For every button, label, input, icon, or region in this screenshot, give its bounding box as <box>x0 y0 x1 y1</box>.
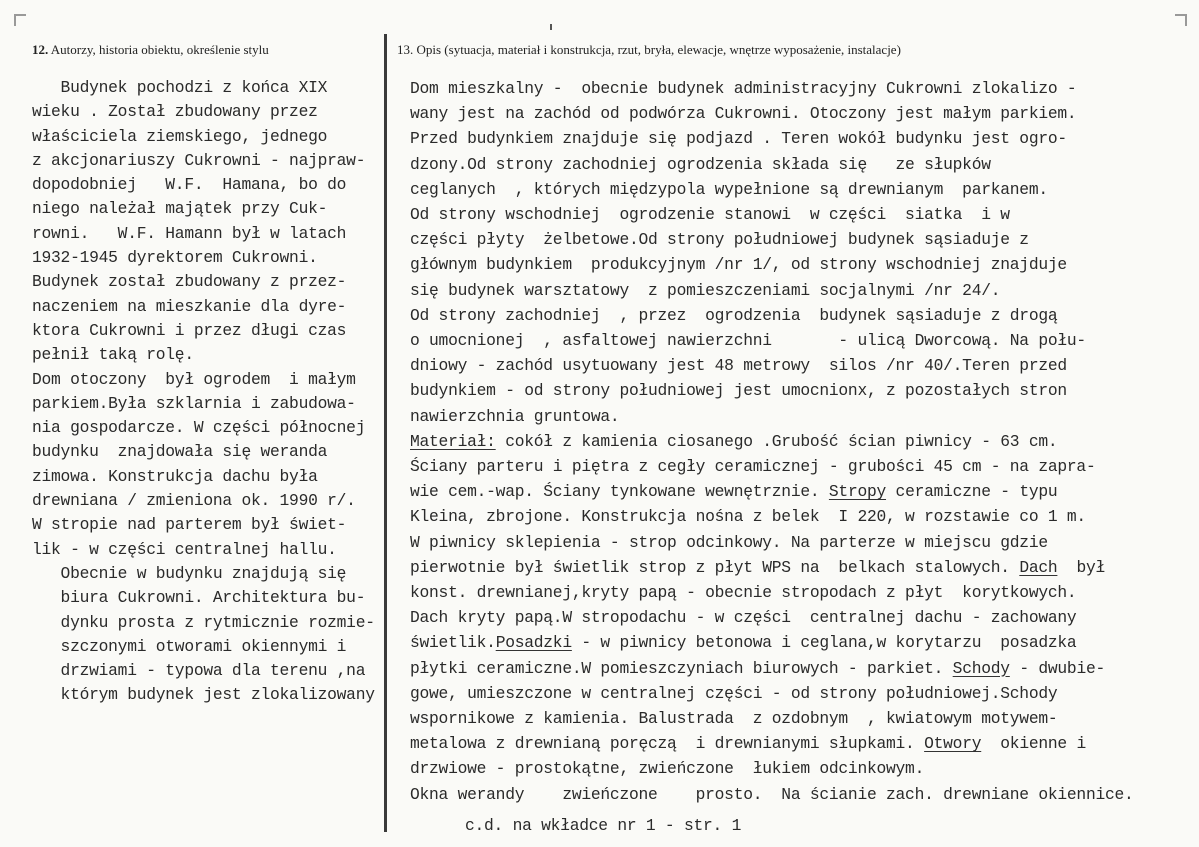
otwory-line <box>410 731 1190 756</box>
text-line: parkiem.Była szklarnia i zabudowa- <box>32 393 356 413</box>
text-line: pełnił taką rolę. <box>32 345 194 365</box>
text-line: ceglanych , których międzypola wypełnione są drewnianym parkanem. <box>410 179 1048 199</box>
text-line: którym budynek jest zlokalizowany <box>32 685 375 705</box>
top-tick-mark <box>550 24 552 30</box>
continuation-note: c.d. na wkładce nr 1 - str. 1 <box>465 816 742 835</box>
otwory-line-text: okienne i <box>981 734 1086 754</box>
text-line: Od strony zachodniej , przez ogrodzenia budynek sąsiaduje z drogą <box>410 305 1058 325</box>
text-line: Okna werandy zwieńczone prosto. Na ścianie zach. drewniane okiennice. <box>410 784 1134 804</box>
schody-line <box>410 656 1190 681</box>
corner-mark-left <box>14 14 26 26</box>
history-text-column <box>32 76 382 708</box>
text-line: W piwnicy sklepienia - strop odcinkowy. Na parterze w miejscu gdzie <box>410 532 1048 552</box>
section-12-title: Autorzy, historia obiektu, określenie stylu <box>50 42 269 57</box>
stropy-line <box>410 479 1190 504</box>
schody-label: Schody <box>952 658 1010 678</box>
text-line: o umocnionej , asfaltowej nawierzchni - ulicą Dworcową. Na połu- <box>410 331 1086 351</box>
dach-line <box>410 555 1190 580</box>
stropy-label: Stropy <box>828 482 887 502</box>
otwory-label: Otwory <box>924 734 982 754</box>
text-line: wieku . Został zbudowany przez <box>32 102 318 122</box>
corner-mark-right <box>1175 14 1187 26</box>
text-line: części płyty żelbetowe.Od strony południowej budynek sąsiaduje z <box>410 230 1029 250</box>
text-line: Dom otoczony był ogrodem i małym <box>32 369 356 389</box>
posadzki-line-text: - w piwnicy betonowa i ceglana,w korytarzu posadzka <box>571 633 1077 653</box>
text-line: Dom mieszkalny - obecnie budynek administracyjny Cukrowni zlokalizo - <box>410 79 1077 98</box>
section-13-heading <box>397 42 901 58</box>
text-line: się budynek warsztatowy z pomieszczeniami socjalnymi /nr 24/. <box>410 280 1001 300</box>
text-line: dopodobniej W.F. Hamana, bo do <box>32 175 347 195</box>
text-line: naczeniem na mieszkanie dla dyre- <box>32 296 347 316</box>
text-line: gowe, umieszczone w centralnej części - od strony południowej.Schody <box>410 683 1058 703</box>
stropy-line-start: wie cem.-wap. Ściany tynkowane wewnętrznie. <box>410 482 829 502</box>
text-line: z akcjonariuszy Cukrowni - najpraw- <box>32 150 366 170</box>
text-line: W stropie nad parterem był świet- <box>32 515 347 535</box>
posadzki-line-start: świetlik. <box>410 633 496 653</box>
text-line: drzwiowe - prostokątne, zwieńczone łukiem odcinkowym. <box>410 759 925 779</box>
dach-label: Dach <box>1019 557 1058 577</box>
section-13-number: 13. <box>397 42 414 57</box>
text-line: budynku znajdowała się weranda <box>32 442 328 462</box>
text-line: biura Cukrowni. Architektura bu- <box>32 588 366 608</box>
material-line-text: cokół z kamienia ciosanego .Grubość ścian piwnicy - 63 cm. <box>495 431 1058 451</box>
text-line: Budynek został zbudowany z przez- <box>32 272 347 292</box>
text-line: budynkiem - od strony południowej jest umocnionx, z pozostałych stron <box>410 381 1067 401</box>
text-line: nia gospodarcze. W części północnej <box>32 418 366 438</box>
text-line: dniowy - zachód usytuowany jest 48 metrowy silos /nr 40/.Teren przed <box>410 356 1067 376</box>
schody-line-start: płytki ceramiczne.W pomieszczyniach biurowych - parkiet. <box>410 658 953 678</box>
section-12-number: 12. <box>32 42 49 57</box>
text-line: Obecnie w budynku znajdują się <box>32 563 347 583</box>
stropy-line-text: ceramiczne - typu <box>886 482 1058 502</box>
text-line: Budynek pochodzi z końca XIX <box>32 78 328 97</box>
section-12-heading <box>32 42 269 58</box>
text-line: niego należał majątek przy Cuk- <box>32 199 328 219</box>
otwory-line-start: metalowa z drewnianą poręczą i drewnianymi słupkami. <box>410 734 925 754</box>
text-line: Ściany parteru i piętra z cegły ceramicznej - grubości 45 cm - na zapra- <box>410 457 1096 477</box>
text-line: Przed budynkiem znajduje się podjazd . Teren wokół budynku jest ogro- <box>410 129 1067 149</box>
posadzki-label: Posadzki <box>495 633 572 653</box>
text-line: nawierzchnia gruntowa. <box>410 406 620 426</box>
material-line <box>410 429 1190 454</box>
column-divider <box>384 34 387 832</box>
text-line: ktora Cukrowni i przez długi czas <box>32 320 347 340</box>
text-line: dynku prosta z rytmicznie rozmie- <box>32 612 375 632</box>
text-line: rowni. W.F. Hamann był w latach <box>32 223 347 243</box>
text-line: wspornikowe z kamienia. Balustrada z ozdobnym , kwiatowym motywem- <box>410 709 1058 729</box>
text-line: drewniana / zmieniona ok. 1990 r/. <box>32 491 356 511</box>
text-line: wany jest na zachód od podwórza Cukrowni. Otoczony jest małym parkiem. <box>410 104 1077 124</box>
text-line: Kleina, zbrojone. Konstrukcja nośna z belek I 220, w rozstawie co 1 m. <box>410 507 1086 527</box>
text-line: 1932-1945 dyrektorem Cukrowni. <box>32 248 318 268</box>
text-line: głównym budynkiem produkcyjnym /nr 1/, od strony wschodniej znajduje <box>410 255 1067 275</box>
text-line: właściciela ziemskiego, jednego <box>32 126 328 146</box>
text-line: drzwiami - typowa dla terenu ,na <box>32 661 366 681</box>
text-line: konst. drewnianej,kryty papą - obecnie stropodach z płyt korytkowych. <box>410 583 1077 603</box>
text-line: lik - w części centralnej hallu. <box>32 539 337 559</box>
section-13-title: Opis (sytuacja, materiał i konstrukcja, rzut, bryła, elewacje, wnętrze wyposażenie, instalacje) <box>416 42 901 57</box>
posadzki-line <box>410 630 1190 655</box>
text-line: Dach kryty papą.W stropodachu - w części centralnej dachu - zachowany <box>410 608 1077 628</box>
dach-line-start: pierwotnie był świetlik strop z płyt WPS na belkach stalowych. <box>410 557 1020 577</box>
dach-line-end: był <box>1057 557 1106 577</box>
text-line: dzony.Od strony zachodniej ogrodzenia składa się ze słupków <box>410 154 991 174</box>
text-line: zimowa. Konstrukcja dachu była <box>32 466 318 486</box>
material-label: Materiał: <box>410 431 496 451</box>
text-line: szczonymi otworami okiennymi i <box>32 636 347 656</box>
text-line: Od strony wschodniej ogrodzenie stanowi w części siatka i w <box>410 205 1010 225</box>
schody-line-text: - dwubie- <box>1009 658 1106 678</box>
description-text-column <box>410 76 1190 807</box>
